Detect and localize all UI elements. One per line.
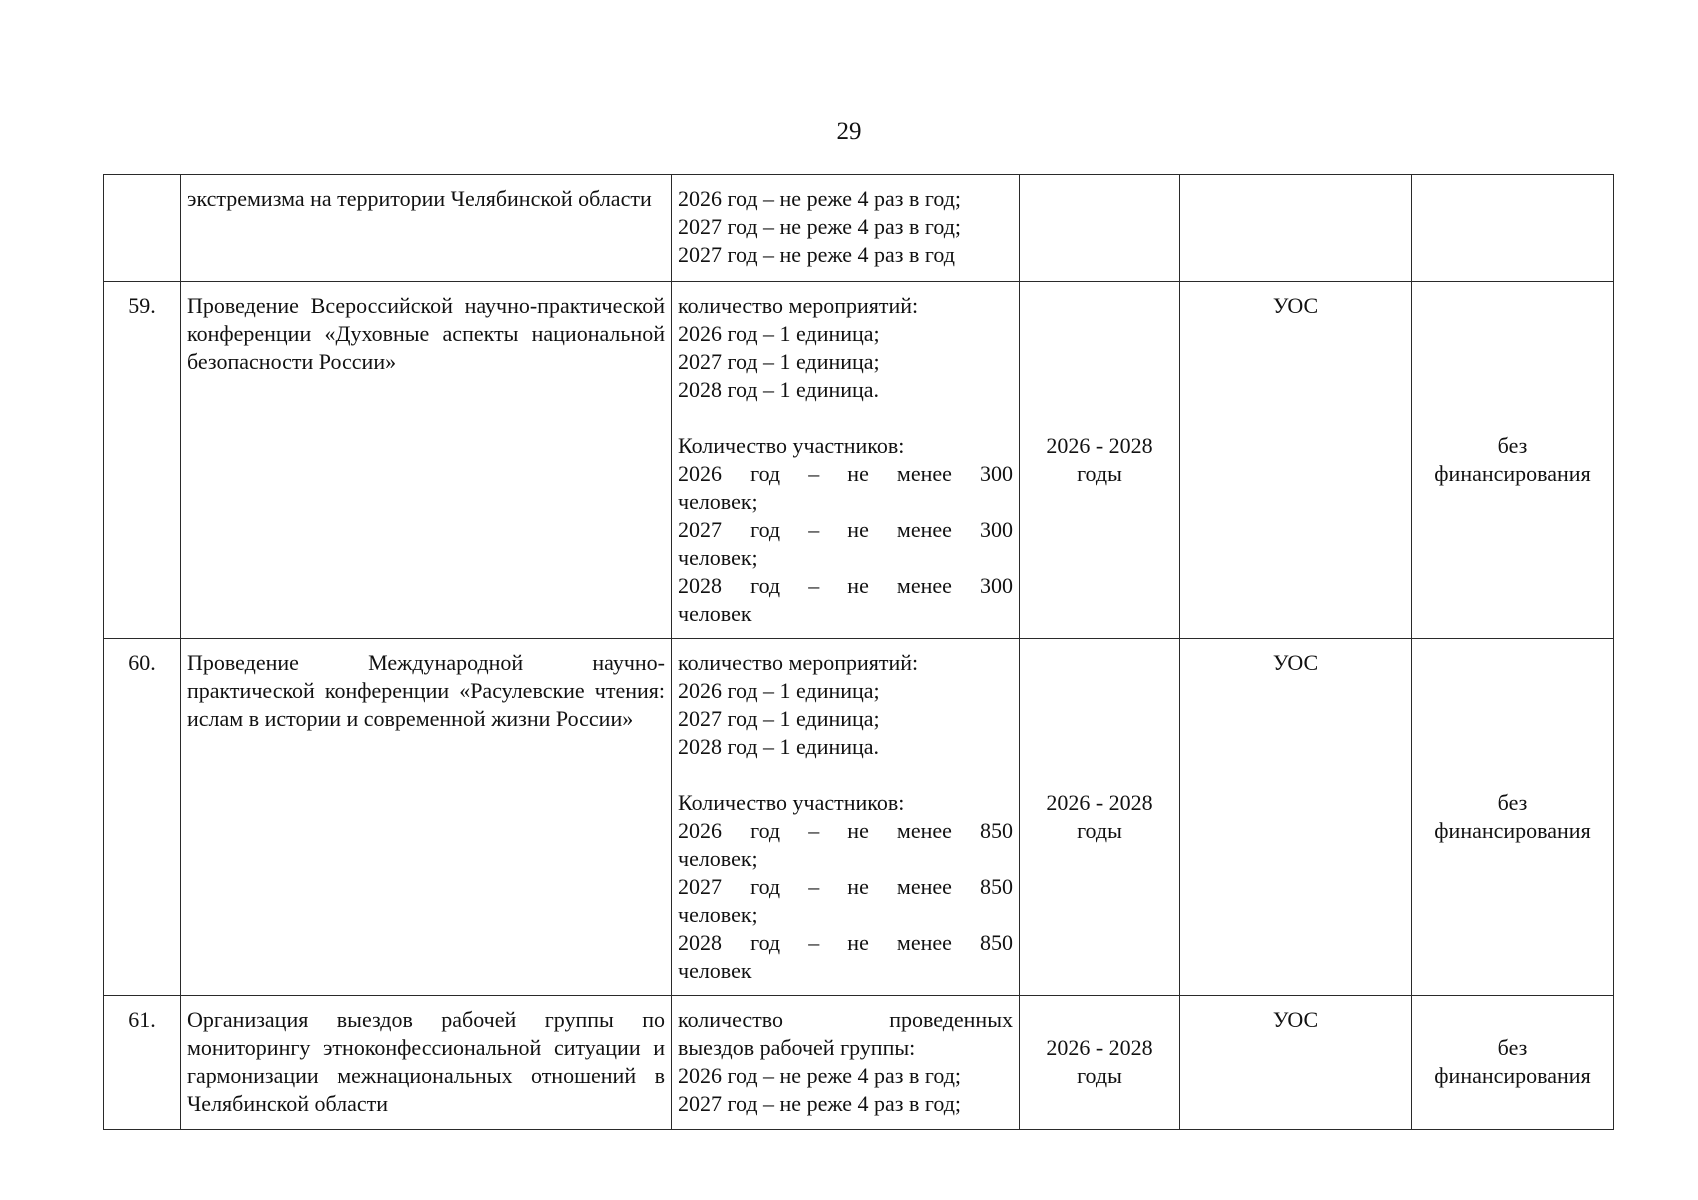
row-number	[104, 175, 181, 282]
indicator-cell	[672, 996, 1020, 1130]
period-cell	[1020, 175, 1180, 282]
indicator-line: 2027 год – 1 единица;	[678, 706, 880, 731]
page-number: 29	[836, 118, 862, 145]
indicator-line: Количество участников:	[678, 790, 905, 815]
indicator-line: 2026 год – не менее 300	[678, 461, 1013, 486]
period-cell	[1020, 282, 1180, 639]
executor-cell: УОС	[1180, 639, 1412, 996]
indicator-line: человек;	[678, 489, 758, 514]
financing-cell	[1412, 175, 1614, 282]
indicator-line: 2026 год – не реже 4 раз в год;	[678, 186, 962, 211]
indicator-line: человек;	[678, 545, 758, 570]
measure-name: Проведение Всероссийской научно-практической конференции «Духовные аспекты национальной безопасности России»	[181, 282, 672, 639]
measure-name: экстремизма на территории Челябинской области	[181, 175, 672, 282]
indicator-line: 2028 год – 1 единица.	[678, 377, 880, 402]
financing-text: без финансирования	[1434, 1035, 1591, 1088]
indicator-line: человек	[678, 958, 752, 983]
indicator-line: 2026 год – не реже 4 раз в год;	[678, 1063, 962, 1088]
financing-cell	[1412, 996, 1614, 1130]
executor-cell: УОС	[1180, 282, 1412, 639]
period-cell	[1020, 639, 1180, 996]
row-number: 61.	[104, 996, 181, 1130]
indicator-line: 2028 год – 1 единица.	[678, 734, 880, 759]
period-text: 2026 - 2028 годы	[1046, 790, 1153, 843]
table-row	[104, 282, 1614, 639]
indicator-line: человек;	[678, 846, 758, 871]
indicator-line: 2027 год – не менее 850	[678, 874, 1013, 899]
indicator-cell	[672, 282, 1020, 639]
indicator-line: 2027 год – не реже 4 раз в год;	[678, 1091, 962, 1116]
financing-cell	[1412, 282, 1614, 639]
indicator-line: 2027 год – 1 единица;	[678, 349, 880, 374]
indicator-line: 2027 год – не реже 4 раз в год	[678, 242, 955, 267]
indicator-line: 2028 год – не менее 300	[678, 573, 1013, 598]
table-row	[104, 175, 1614, 282]
indicator-line: количество проведенных	[678, 1007, 1013, 1032]
financing-text: без финансирования	[1434, 433, 1591, 486]
table-row	[104, 996, 1614, 1130]
financing-text: без финансирования	[1434, 790, 1591, 843]
period-text: 2026 - 2028 годы	[1046, 1035, 1153, 1088]
indicator-line: выездов рабочей группы:	[678, 1035, 916, 1060]
indicator-cell	[672, 639, 1020, 996]
measure-name: Организация выездов рабочей группы по мониторингу этноконфессиональной ситуации и гармонизации межнациональных отношений в Челябинской области	[181, 996, 672, 1130]
indicator-line: Количество участников:	[678, 433, 905, 458]
period-cell	[1020, 996, 1180, 1130]
indicator-line: 2027 год – не менее 300	[678, 517, 1013, 542]
indicator-line: 2027 год – не реже 4 раз в год;	[678, 214, 962, 239]
executor-cell: УОС	[1180, 996, 1412, 1130]
indicator-line: 2026 год – не менее 850	[678, 818, 1013, 843]
executor-cell	[1180, 175, 1412, 282]
indicator-gap	[678, 761, 1013, 789]
indicator-line: человек	[678, 601, 752, 626]
row-number: 60.	[104, 639, 181, 996]
measures-table	[103, 174, 1614, 1130]
indicator-line: количество мероприятий:	[678, 650, 919, 675]
financing-cell	[1412, 639, 1614, 996]
table-row	[104, 639, 1614, 996]
indicator-line: 2026 год – 1 единица;	[678, 321, 880, 346]
indicator-line: 2026 год – 1 единица;	[678, 678, 880, 703]
indicator-line: 2028 год – не менее 850	[678, 930, 1013, 955]
indicator-cell	[672, 175, 1020, 282]
indicator-line: человек;	[678, 902, 758, 927]
row-number: 59.	[104, 282, 181, 639]
indicator-line: количество мероприятий:	[678, 293, 919, 318]
measure-name: Проведение Международной научно-практической конференции «Расулевские чтения: ислам в истории и современной жизни России»	[181, 639, 672, 996]
indicator-gap	[678, 404, 1013, 432]
period-text: 2026 - 2028 годы	[1046, 433, 1153, 486]
